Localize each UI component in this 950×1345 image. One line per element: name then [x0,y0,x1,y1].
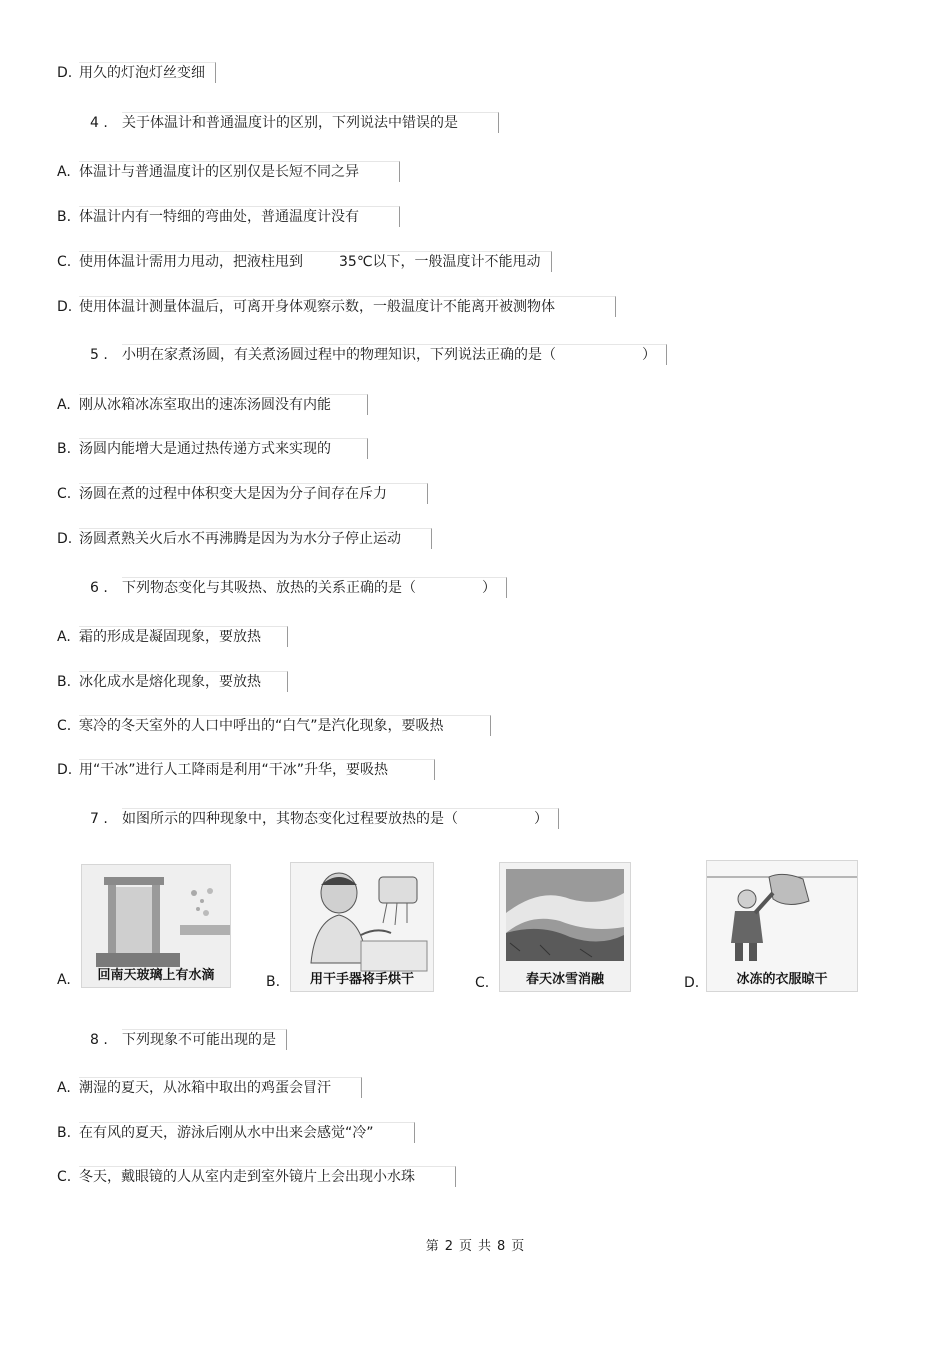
q5-option-c [57,483,428,503]
option-letter: B. [57,441,72,457]
option-letter: B. [57,209,72,225]
option-text: 汤圆煮熟关火后水不再沸腾是因为为水分子停止运动 [79,528,432,549]
q5-option-a [57,394,368,414]
option-text: 体温计与普通温度计的区别仅是长短不同之异 [79,161,400,182]
page-footer [0,1235,950,1254]
option-text: 霜的形成是凝固现象，要放热 [79,626,288,647]
current-page: 2 [444,1239,453,1254]
figure-frozen-clothes [706,860,858,992]
figure-snow-melting [499,862,631,992]
option-text: 使用体温计需用力甩动，把液柱甩到 [79,254,303,270]
option-text: 用“干冰”进行人工降雨是利用“干冰”升华，要吸热 [79,759,435,780]
q5-stem [90,344,667,364]
q5-option-d [57,528,432,548]
option-letter: B. [57,1125,72,1141]
question-text: 关于体温计和普通温度计的区别，下列说法中错误的是 [122,112,499,133]
q6-option-d [57,759,435,779]
q5-option-b [57,438,368,458]
option-letter: B. [57,674,72,690]
question-bracket: ） [534,811,548,827]
option-letter: D. [57,531,73,547]
option-text-cont: 35℃以下，一般温度计不能甩动 [339,254,541,270]
option-text-wrap [79,251,552,272]
footer-di: 第 [425,1239,439,1254]
option-text: 在有风的夏天，游泳后刚从水中出来会感觉“冷” [79,1122,415,1143]
question-text-wrap [122,808,559,829]
option-text: 寒冷的冬天室外的人口中呼出的“白气”是汽化现象，要吸热 [79,715,491,736]
option-letter: B. [266,974,281,990]
question-text: 下列现象不可能出现的是 [122,1029,287,1050]
q7-option-b[interactable] [266,860,446,995]
question-text: 如图所示的四种现象中，其物态变化过程要放热的是（ [122,811,458,827]
question-number: 5 . [90,347,108,363]
question-number: 4 . [90,115,108,131]
question-text: 下列物态变化与其吸热、放热的关系正确的是（ [122,580,416,596]
q4-option-b [57,206,400,226]
q7-stem [90,808,559,828]
option-text: 用久的灯泡灯丝变细 [79,62,216,83]
q3-option-d [57,62,216,82]
question-bracket: ） [482,580,496,596]
q6-stem [90,577,507,597]
figure-caption: 回南天玻璃上有水滴 [97,968,215,983]
figure-caption: 春天冰雪消融 [525,972,604,987]
question-bracket: ） [642,347,656,363]
q6-option-a [57,626,288,646]
q8-option-b [57,1122,415,1142]
option-letter: A. [57,972,71,988]
option-text: 冰化成水是熔化现象，要放热 [79,671,288,692]
q7-option-a[interactable] [57,860,237,995]
option-text: 刚从冰箱冰冻室取出的速冻汤圆没有内能 [79,394,368,415]
option-letter: C. [475,975,490,991]
option-letter: C. [57,254,72,270]
q7-option-d[interactable] [684,858,864,996]
q6-option-b [57,671,288,691]
q7-option-c[interactable] [475,860,655,995]
option-letter: D. [684,975,700,991]
total-pages: 8 [497,1239,506,1254]
question-number: 8 . [90,1032,108,1048]
option-text: 使用体温计测量体温后，可离开身体观察示数，一般温度计不能离开被测物体 [79,296,616,317]
q8-stem [90,1029,287,1049]
option-letter: A. [57,397,71,413]
option-letter: C. [57,1169,72,1185]
q4-option-d [57,296,616,316]
option-text: 汤圆内能增大是通过热传递方式来实现的 [79,438,368,459]
q8-option-c [57,1166,456,1186]
option-letter: D. [57,762,73,778]
option-text: 潮湿的夏天，从冰箱中取出的鸡蛋会冒汗 [79,1077,362,1098]
q4-option-c [57,251,552,271]
question-text-wrap [122,577,507,598]
option-letter: A. [57,629,71,645]
option-letter: C. [57,718,72,734]
option-letter: A. [57,1080,71,1096]
question-text-wrap [122,344,667,365]
q4-stem [90,112,499,132]
q4-option-a [57,161,400,181]
q6-option-c [57,715,491,735]
option-letter: D. [57,65,73,81]
footer-ye2: 页 [511,1239,525,1254]
footer-gong: 共 [478,1239,492,1254]
figure-caption: 用干手器将手烘干 [309,972,414,987]
q8-option-a [57,1077,362,1097]
option-letter: D. [57,299,73,315]
question-number: 6 . [90,580,108,596]
question-number: 7 . [90,811,108,827]
figure-glass-water-drops [81,864,231,988]
option-letter: A. [57,164,71,180]
footer-ye: 页 [458,1239,472,1254]
option-letter: C. [57,486,72,502]
question-text: 小明在家煮汤圆，有关煮汤圆过程中的物理知识，下列说法正确的是（ [122,347,556,363]
figure-hand-dryer [290,862,434,992]
option-text: 体温计内有一特细的弯曲处，普通温度计没有 [79,206,400,227]
option-text: 冬天，戴眼镜的人从室内走到室外镜片上会出现小水珠 [79,1166,456,1187]
option-text: 汤圆在煮的过程中体积变大是因为分子间存在斥力 [79,483,428,504]
figure-caption: 冰冻的衣服晾干 [736,972,828,987]
